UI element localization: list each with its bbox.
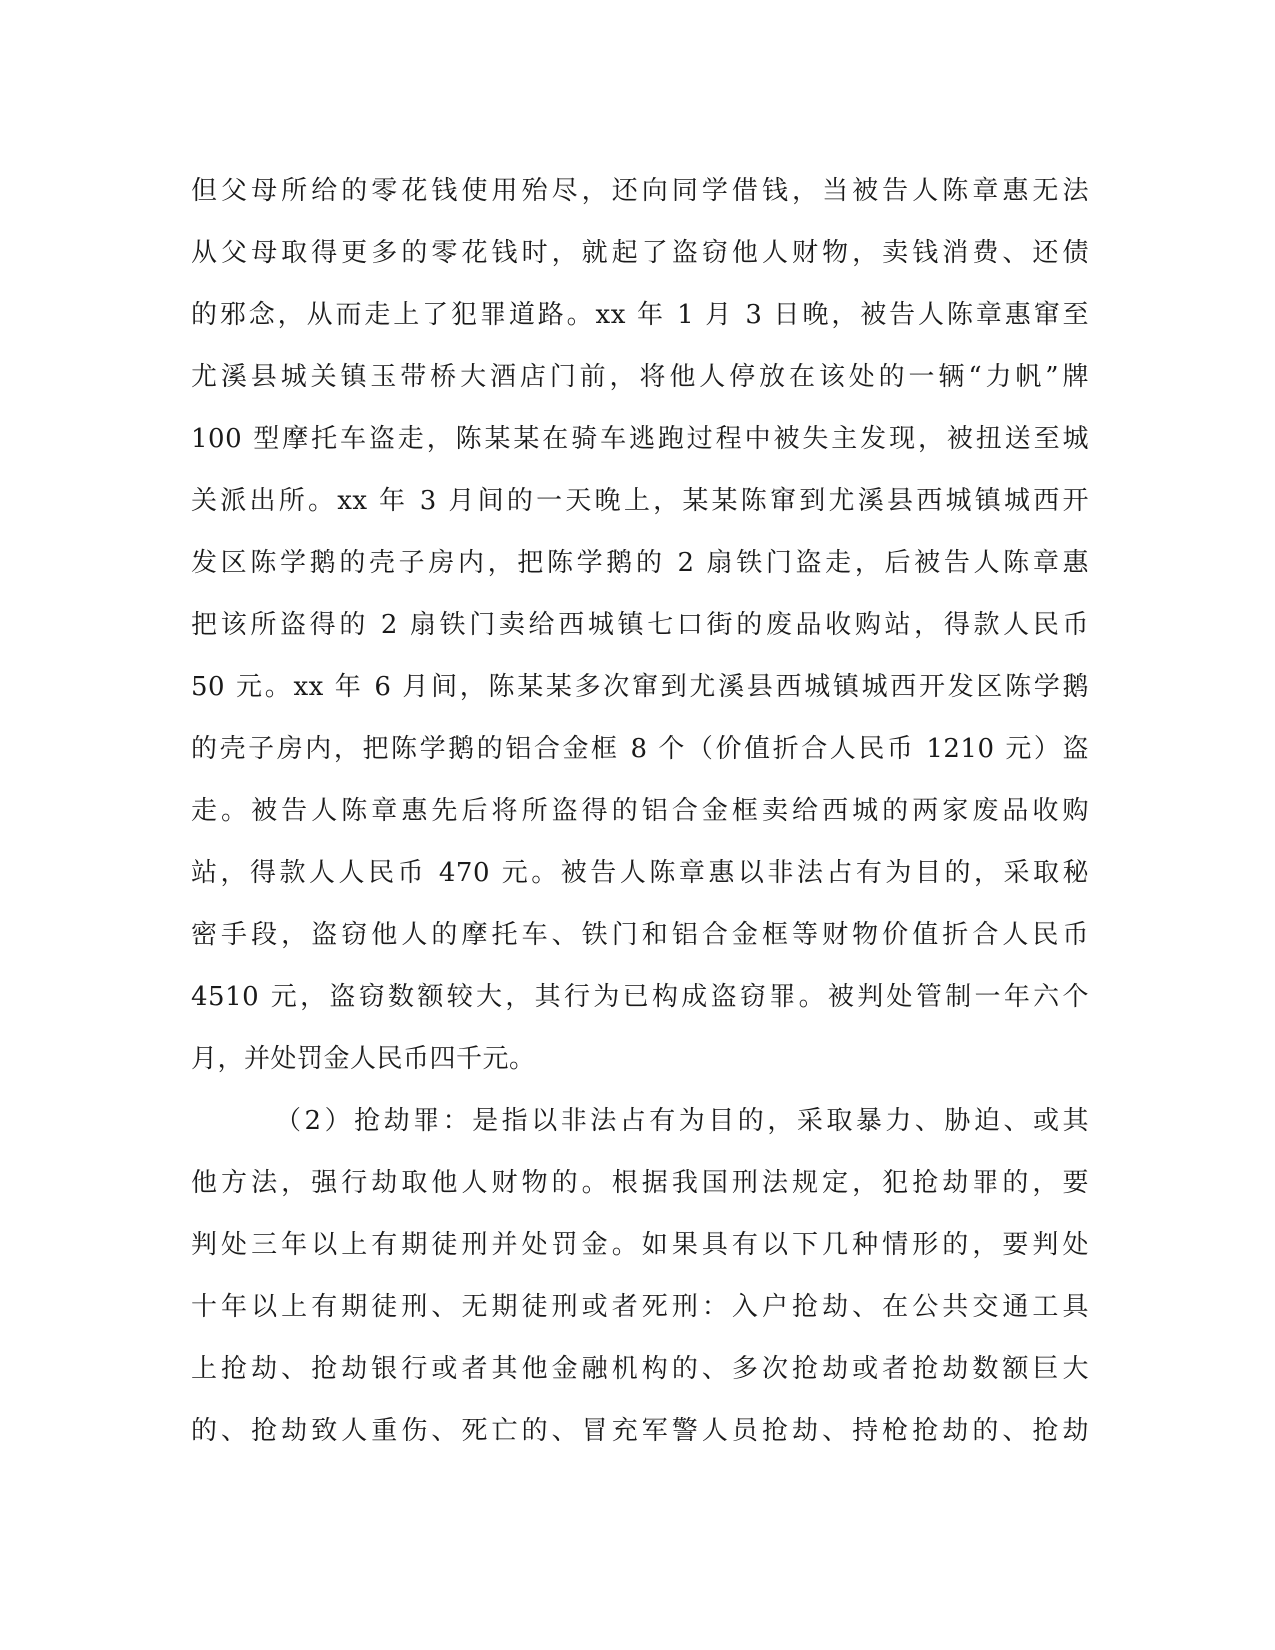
text-line: 100 型摩托车盗走，陈某某在骑车逃跑过程中被失主发现，被扭送至城: [191, 424, 1089, 454]
text-line: 上抢劫、抢劫银行或者其他金融机构的、多次抢劫或者抢劫数额巨大: [191, 1354, 1089, 1384]
text-line: 关派出所。xx 年 3 月间的一天晚上，某某陈窜到尤溪县西城镇城西开: [191, 486, 1089, 516]
text-line: 走。被告人陈章惠先后将所盗得的铝合金框卖给西城的两家废品收购: [191, 796, 1089, 826]
text-line: 的邪念，从而走上了犯罪道路。xx 年 1 月 3 日晚，被告人陈章惠窜至: [191, 300, 1089, 330]
text-line: 从父母取得更多的零花钱时，就起了盗窃他人财物，卖钱消费、还债: [191, 238, 1089, 268]
text-line: 尤溪县城关镇玉带桥大酒店门前，将他人停放在该处的一辆“力帆”牌: [191, 362, 1089, 392]
text-line: 的壳子房内，把陈学鹅的铝合金框 8 个（价值折合人民币 1210 元）盗: [191, 734, 1089, 764]
paragraph-theft-case: [191, 160, 1089, 1090]
text-line: 月，并处罚金人民币四千元。: [191, 1044, 536, 1074]
text-line: 的、抢劫致人重伤、死亡的、冒充军警人员抢劫、持枪抢劫的、抢劫: [191, 1416, 1089, 1446]
text-line: 他方法，强行劫取他人财物的。根据我国刑法规定，犯抢劫罪的，要: [191, 1168, 1089, 1198]
text-line: 50 元。xx 年 6 月间，陈某某多次窜到尤溪县西城镇城西开发区陈学鹅: [191, 672, 1089, 702]
text-line: 密手段，盗窃他人的摩托车、铁门和铝合金框等财物价值折合人民币: [191, 920, 1089, 950]
text-line: 判处三年以上有期徒刑并处罚金。如果具有以下几种情形的，要判处: [191, 1230, 1089, 1260]
text-line: 站，得款人人民币 470 元。被告人陈章惠以非法占有为目的，采取秘: [191, 858, 1089, 888]
text-line: 把该所盗得的 2 扇铁门卖给西城镇七口街的废品收购站，得款人民币: [191, 610, 1089, 640]
text-line: 4510 元，盗窃数额较大，其行为已构成盗窃罪。被判处管制一年六个: [191, 982, 1089, 1012]
paragraph-robbery-definition: [191, 1090, 1089, 1462]
text-line: （2）抢劫罪：是指以非法占有为目的，采取暴力、胁迫、或其: [275, 1106, 1089, 1136]
text-line: 十年以上有期徒刑、无期徒刑或者死刑：入户抢劫、在公共交通工具: [191, 1292, 1089, 1322]
body-text: [191, 160, 1089, 1462]
text-line: 但父母所给的零花钱使用殆尽，还向同学借钱，当被告人陈章惠无法: [191, 176, 1089, 206]
text-line: 发区陈学鹅的壳子房内，把陈学鹅的 2 扇铁门盗走，后被告人陈章惠: [191, 548, 1089, 578]
